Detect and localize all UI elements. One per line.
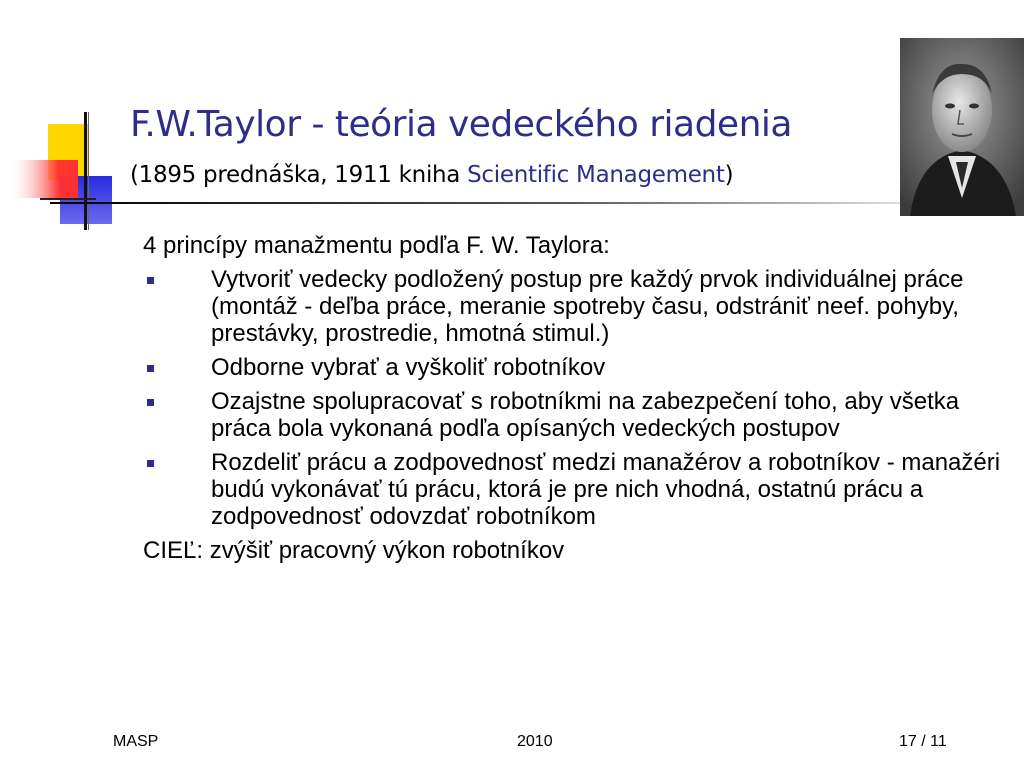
- footer-page-number: 17 / 11: [899, 733, 947, 750]
- subtitle-book-title: Scientific Management: [467, 162, 725, 188]
- list-item-text: Vytvoriť vedecky podložený postup pre každý prvok individuálnej práce (montáž - deľba práce, meranie spotreby času, odstrániť neef. pohyby, prestávky, prostredie, hmotná stimul.): [211, 266, 964, 347]
- list-item: [143, 266, 1003, 347]
- decorative-squares: [0, 0, 140, 240]
- square-bullet-icon: [147, 365, 154, 372]
- list-item: [143, 354, 1003, 381]
- bullet-list: [143, 266, 1003, 530]
- slide-body: [143, 232, 1003, 571]
- goal-text: CIEĽ: zvýšiť pracovný výkon robotníkov: [143, 537, 565, 564]
- list-item-text: Rozdeliť prácu a zodpovednosť medzi manažérov a robotníkov - manažéri budú vykonávať tú prácu, ktorá je pre nich vhodná, ostatnú prácu a zodpovednosť odovzdať robotníkom: [211, 449, 1001, 530]
- subtitle-text: (1895 prednáška, 1911 kniha: [130, 162, 468, 188]
- square-bullet-icon: [147, 460, 154, 467]
- taylor-portrait: [900, 38, 1024, 216]
- list-item-text: Odborne vybrať a vyškoliť robotníkov: [211, 354, 606, 381]
- intro-text: 4 princípy manažmentu podľa F. W. Taylora:: [143, 232, 610, 259]
- list-item-text: Ozajstne spolupracovať s robotníkmi na zabezpečení toho, aby všetka práca bola vykonaná podľa opísaných vedeckých postupov: [211, 388, 960, 442]
- square-bullet-icon: [147, 277, 154, 284]
- red-square: [12, 160, 78, 198]
- square-bullet-icon: [147, 399, 154, 406]
- title-divider: [50, 202, 900, 204]
- footer-left: MASP: [113, 733, 159, 750]
- footer-center: 2010: [517, 733, 553, 750]
- slide-subtitle: [130, 162, 733, 188]
- subtitle-close: ): [724, 162, 734, 188]
- list-item: [143, 449, 1003, 530]
- slide-title: F.W.Taylor - teória vedeckého riadenia: [130, 104, 792, 145]
- list-item: [143, 388, 1003, 442]
